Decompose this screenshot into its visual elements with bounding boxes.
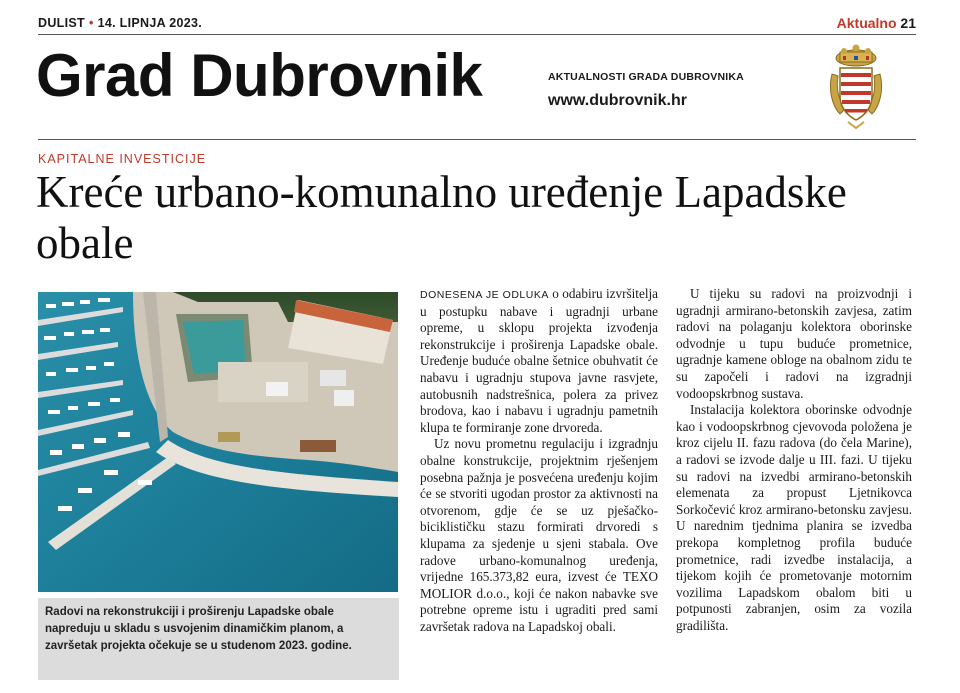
paragraph-1 [420, 286, 658, 436]
lead-caps: DONESENA JE ODLUKA [420, 289, 549, 301]
article-column-1 [420, 286, 658, 635]
separator-dot: • [88, 16, 94, 30]
masthead-website[interactable]: www.dubrovnik.hr [548, 92, 687, 109]
publication-date [38, 16, 202, 30]
issue-date: 14. LIPNJA 2023. [97, 16, 203, 30]
paragraph-3: U tijeku su radovi na proizvodnji i ugradnji armirano-betonskih zavjesa, zatim radovi na polaganju kolektora oborinske odvodnje u tupu buduće prometnice, ugradnje kamene obloge na obalnom zidu te su započeli i radovi na izgradnji vodoopskrbnog sustava. [676, 286, 912, 401]
article-kicker: KAPITALNE INVESTICIJE [38, 152, 207, 166]
paragraph-2: Uz novu prometnu regulaciju i izgradnju obalne konstrukcije, projektnim rješenjem posebna pažnja je posvećena uređenju kojim će se stvoriti ugodan prostor za aktivnosti na otvorenom, gdje će se uz pješačko-biciklističku stazu formirati drvoredi s klupama za sjedenje u sjeni stabala. Ove radove urbano-komunalnog uređenja, vrijedne 165.373,82 eura, izvest će TEXO MOLIOR d.o.o., koji će nakon nabavke sve potrebne opreme istu i ugraditi pred sami završetak radova na Lapadskoj obali. [420, 436, 658, 634]
masthead-title: Grad Dubrovnik [36, 42, 483, 109]
page-header [38, 16, 916, 35]
article-headline: Kreće urbano-komunalno uređenje Lapadske obale [36, 167, 847, 268]
article-column-2 [676, 286, 912, 634]
paragraph-4: Instalacija kolektora oborinske odvodnje kao i vodoopskrbnog cjevovoda položena je kroz cijelu II. fazu radova (do čela Marine), a radovi se izvode dalje u III. fazi. U tijeku su radovi na izvedbi armirano-betonskih elemenata za propust Ljetnikovca Sorkočević kroz armirano-betonsku zavjesu. U narednim tjednima planira se izvedba prekopa kompletnog profila buduće prometnice, radi izvedbe instalacija, a tijekom kojih će prometovanje motornim vozilima Lapadskom obalom biti u potpunosti zabranjen, osim za vozila gradilišta. [676, 402, 912, 633]
page-number: 21 [900, 15, 916, 31]
photo-caption: Radovi na rekonstrukciji i proširenju Lapadske obale napreduju u skladu s usvojenim dinamičkim planom, a završetak projekta očekuje se u studenom 2023. godine. [38, 598, 399, 680]
paragraph-1-text: o odabiru izvršitelja u postupku nabave i ugradnji urbane opreme, u sklopu projekta izvođenja rekonstrukcije i proširenja Lapadske obale. Uređenje buduće obalne šetnice obuhvatit će nabavu i ugradnju stupova javne rasvjete, autobusnih nadstrešnica, polera za privez brodova, kao i nabavu i ugradnju pametnih klupa te formiranje zone drvoreda. [420, 286, 659, 435]
coat-of-arms-icon [826, 44, 886, 130]
masthead-divider [38, 139, 916, 140]
masthead-subtitle: AKTUALNOSTI GRADA DUBROVNIKA [548, 71, 744, 83]
aerial-harbor-photo [38, 292, 398, 592]
publication-name: DULIST [38, 16, 85, 30]
section-page [837, 15, 916, 31]
section-label: Aktualno [836, 15, 897, 31]
